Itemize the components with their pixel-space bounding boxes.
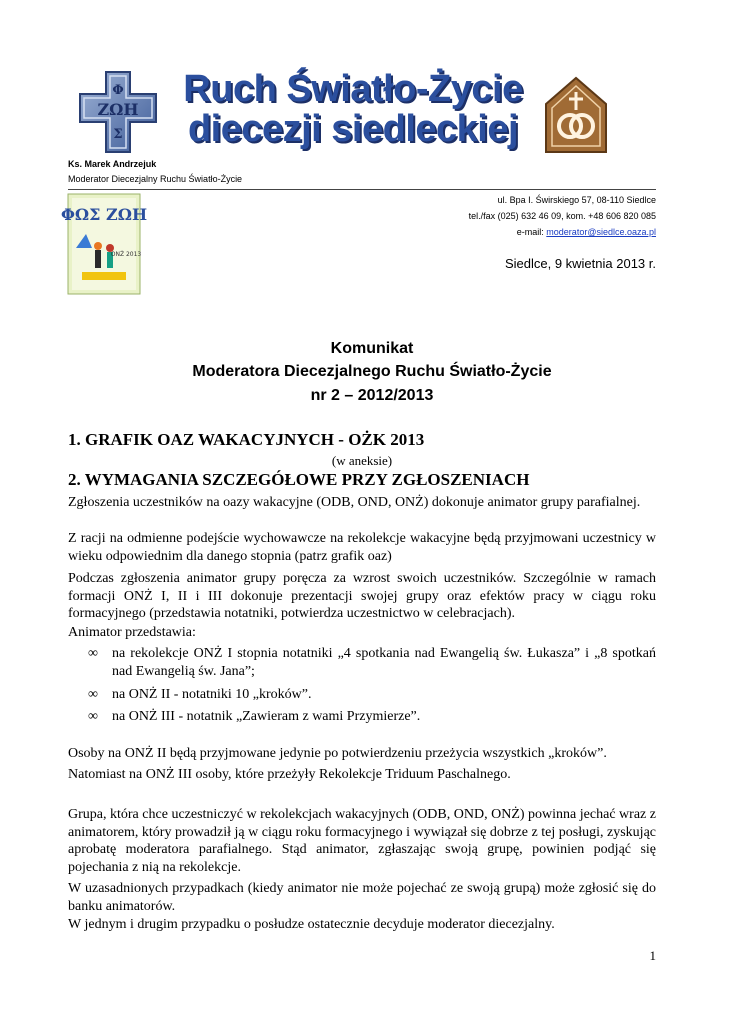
domestic-church-logo	[540, 74, 612, 156]
infinity-bullet-icon: ∞	[88, 687, 98, 702]
list-item-text: na rekolekcje ONŻ I stopnia notatniki „4 spotkania nad Ewangelią św. Łukasza” i „8 spotkań nad Ewangelią św. Jana”;	[112, 646, 656, 679]
section-1-note: (w aneksie)	[331, 453, 393, 468]
paragraph-7: Grupa, która chce uczestniczyć w rekolekcjach wakacyjnych (ODB, OND, ONŻ) powinna jechać wraz z animatorem, który prowadził ją w ciągu roku formacyjnego i wywiązał się dobrze z tej posługi, zyskując aprobatę moderatora parafialnego. Stąd animator, zgłaszając swoją grupę, powinien podjąć się pojechania z nią na rekolekcje.	[68, 807, 656, 875]
infinity-bullet-icon: ∞	[88, 646, 98, 661]
paragraph-8: W uzasadnionych przypadkach (kiedy animator nie może pojechać ze swoją grupą) może zgłosić się do banku animatorów.	[68, 881, 656, 914]
section-2-heading: 2. WYMAGANIA SZCZEGÓŁOWE PRZY ZGŁOSZENIACH	[68, 470, 530, 489]
page-number: 1	[649, 948, 656, 963]
paragraph-6: Natomiast na ONŻ III osoby, które przeżyły Rekolekcje Triduum Paschalnego.	[68, 767, 511, 782]
banner-line-1: Ruch Światło-Życie	[183, 68, 523, 110]
oaza-poster-image	[60, 194, 148, 294]
light-life-cross-logo	[72, 68, 164, 156]
banner-line-2: diecezji siedleckiej	[187, 108, 519, 150]
svg-text:ΖΩΗ: ΖΩΗ	[97, 100, 139, 119]
infinity-bullet-icon: ∞	[88, 709, 98, 724]
poster-year-text: ONŻ 2013	[110, 251, 142, 258]
list-item	[88, 686, 656, 704]
author-role: Moderator Diecezjalny Ruchu Światło-Życie	[68, 174, 243, 184]
svg-text:Σ: Σ	[113, 127, 123, 142]
paragraph-3: Podczas zgłoszenia animator grupy poręcza za wzrost swoich uczestników. Szczególnie w ramach formacji ONŻ I, II i III dokonuje prezentacji swojej grupy oraz efektów pracy w ciągu roku formacyjnego (przedstawia notatniki, potwierdza uczestnictwo w celebracjach).	[68, 571, 656, 621]
list-item	[88, 645, 656, 680]
address-phone: tel./fax (025) 632 46 09, kom. +48 606 820 085	[468, 211, 656, 221]
section-1-heading: 1. GRAFIK OAZ WAKACYJNYCH - OŻK 2013	[68, 430, 425, 449]
paragraph-4: Animator przedstawia:	[68, 625, 196, 640]
paragraph-2: Z racji na odmienne podejście wychowawcze na rekolekcje wakacyjne będą przyjmowani uczestnicy w wieku odpowiednim dla danego stopnia (patrz grafik oaz)	[68, 531, 656, 564]
paragraph-9: W jednym i drugim przypadku o posłudze ostatecznie decyduje moderator diecezjalny.	[68, 917, 555, 932]
banner-title	[176, 70, 530, 148]
address-street: ul. Bpa I. Świrskiego 57, 08-110 Siedlce	[497, 195, 656, 205]
list-item	[88, 708, 656, 726]
title-line-1: Komunikat	[330, 340, 414, 357]
address-email	[517, 227, 656, 237]
svg-text:Φ: Φ	[112, 83, 124, 98]
paragraph-1: Zgłoszenia uczestników na oazy wakacyjne (ODB, OND, ONŻ) dokonuje animator grupy parafialnej.	[68, 495, 641, 510]
paragraph-5: Osoby na ONŻ II będą przyjmowane jedynie po potwierdzeniu przeżycia wszystkich „kroków”.	[68, 746, 607, 761]
author-name: Ks. Marek Andrzejuk	[68, 159, 157, 169]
list-item-text: na ONŻ II - notatniki 10 „kroków”.	[112, 687, 312, 702]
title-line-2: Moderatora Diecezjalnego Ruchu Światło-Życie	[192, 363, 552, 380]
email-label: e-mail:	[516, 227, 544, 237]
title-line-3: nr 2 – 2012/2013	[310, 387, 434, 404]
email-link[interactable]: moderator@siedlce.oaza.pl	[546, 227, 656, 237]
header-divider	[68, 189, 656, 190]
document-date: Siedlce, 9 kwietnia 2013 r.	[504, 256, 656, 271]
poster-logo-text: ΦΩΣ ΖΩΗ	[60, 205, 148, 224]
list-item-text: na ONŻ III - notatnik „Zawieram z wami Przymierze”.	[112, 709, 421, 724]
